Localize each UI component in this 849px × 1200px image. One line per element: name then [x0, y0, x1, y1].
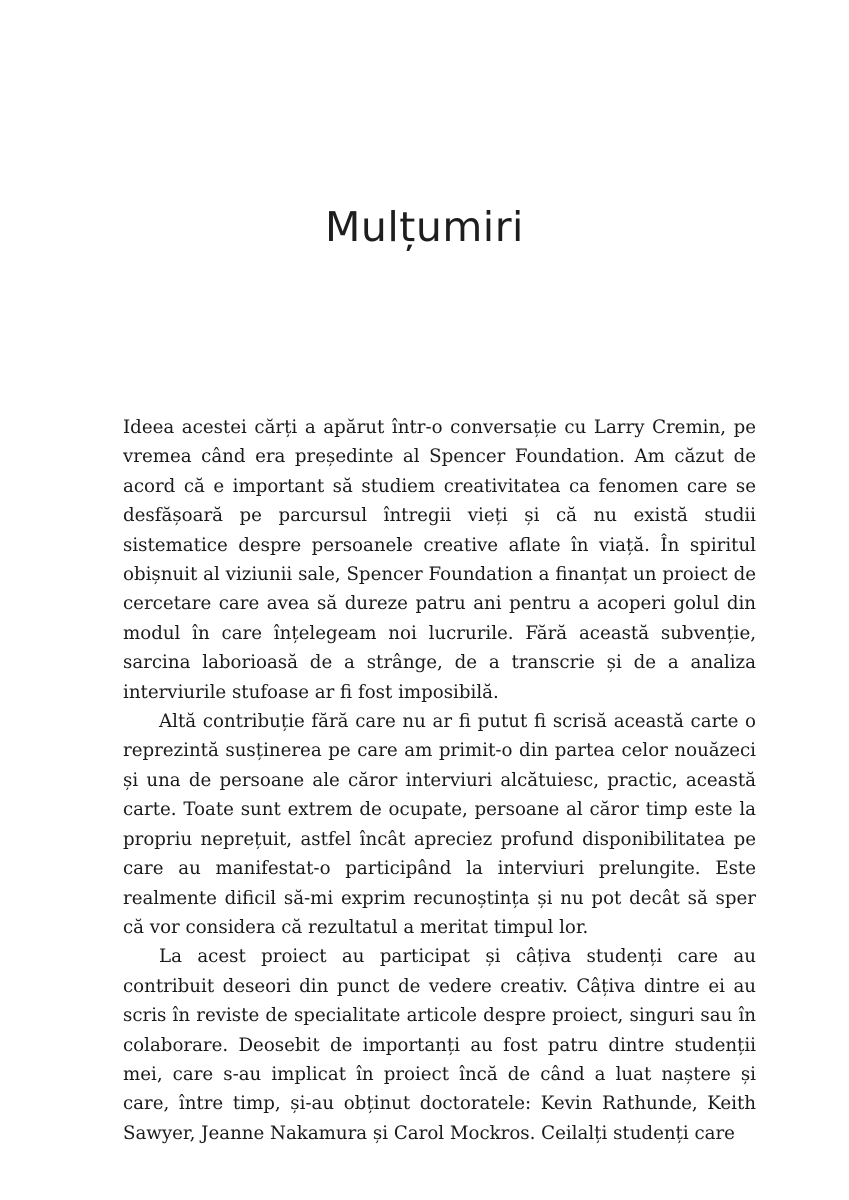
page-title: Mulțumiri [325, 203, 524, 251]
paragraph-1: Ideea acestei cărți a apărut într-o conversație cu Larry Cremin, pe vremea când era președinte al Spencer Foundation. Am căzut de acord că e important să studiem creativitatea ca fenomen care se desfășoară pe parcursul întregii vieți și că nu există studii sistematice despre persoanele creative aflate în viață. În spiritul obișnuit al viziunii sale, Spencer Foundation a finanțat un proiect de cercetare care avea să dureze patru ani pentru a acoperi golul din modul în care înțelegeam noi lucrurile. Fără această subvenție, sarcina laborioasă de a strânge, de a transcrie și de a analiza interviurile stufoase ar fi fost imposibilă. [123, 417, 756, 703]
paragraph-3: La acest proiect au participat și câțiva studenți care au contribuit deseori din punct de vedere creativ. Câțiva dintre ei au scris în reviste de specialitate articole despre proiect, singuri sau în colaborare. Deosebit de importanți au fost patru dintre studenții mei, care s-au implicat în proiect încă de când a luat naștere și care, între timp, și-au obținut doctoratele: Kevin Rathunde, Keith Sawyer, Jeanne Nakamura și Carol Mockros. Ceilalți studenți care [123, 946, 756, 1144]
body-text [123, 413, 756, 1148]
paragraph-2: Altă contribuție fără care nu ar fi putut fi scrisă această carte o reprezintă susținerea pe care am primit-o din partea celor nouăzeci și una de persoane ale căror interviuri alcătuiesc, practic, această carte. Toate sunt extrem de ocupate, persoane al căror timp este la propriu neprețuit, astfel încât apreciez profund disponibilitatea pe care au manifestat-o participând la interviuri prelungite. Este realmente dificil să-mi exprim recunoștința și nu pot decât să sper că vor considera că rezultatul a meritat timpul lor. [123, 711, 756, 938]
